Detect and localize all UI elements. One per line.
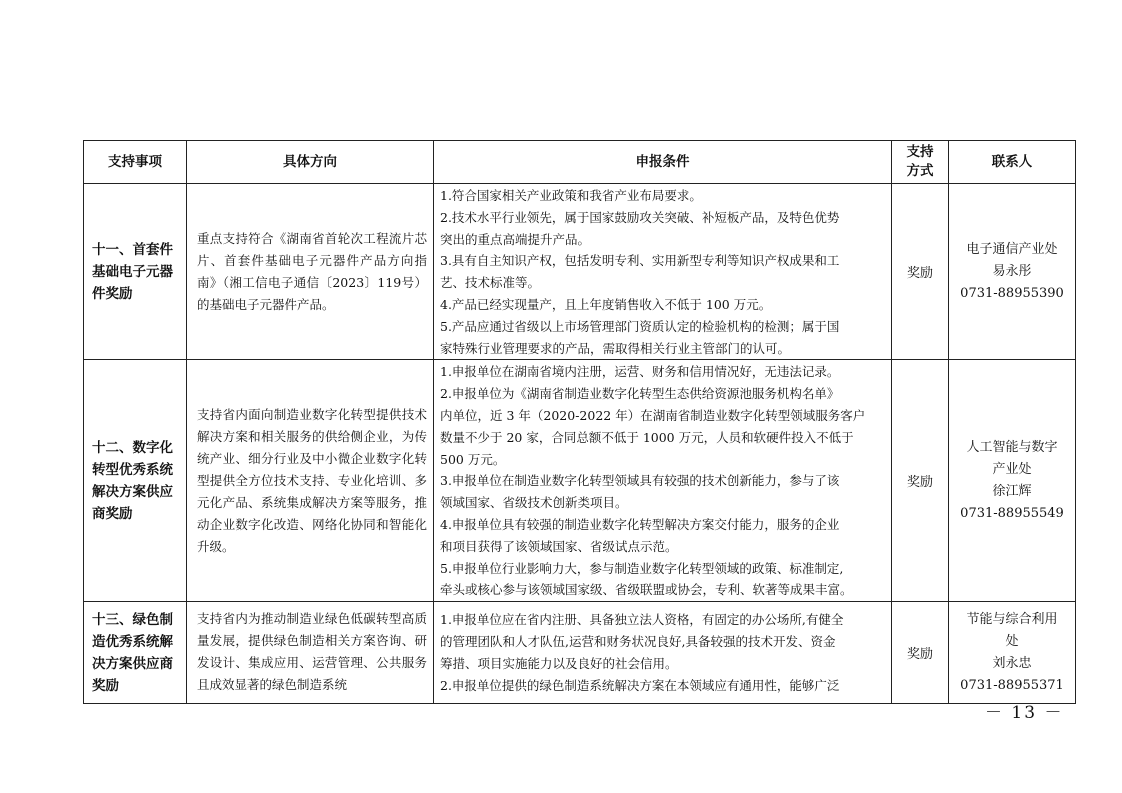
contact-person: 刘永忠 [992,655,1032,671]
condition-line: 500 万元。 [440,451,506,467]
row-item: 十二、数字化转型优秀系统解决方案供应商奖励 [84,360,187,602]
header-mode [892,141,949,184]
contact-dept: 电子通信产业处 [966,241,1058,257]
header-mode-text: 支持 方式 [906,144,934,179]
contact-dept: 节能与综合利用 [966,611,1058,627]
row-item: 十三、绿色制造优秀系统解决方案供应商奖励 [84,602,187,704]
condition-line: 1.申报单位应在省内注册、具备独立法人资格，有固定的办公场所,有健全 [440,612,844,628]
row-direction: 重点支持符合《湖南省首轮次工程流片芯片、首套件基础电子元器件产品方向指南》（湘工信电子通信〔2023〕119号）的基础电子元器件产品。 [187,184,434,360]
row-direction-text: 支持省内为推动制造业绿色低碳转型高质量发展，提供绿色制造相关方案咨询、研发设计、集成应用、运营管理、公共服务且成效显著的绿色制造系统 [197,611,427,693]
condition-line: 3.申报单位在制造业数字化转型领域具有较强的技术创新能力，参与了该 [440,473,840,489]
condition-line: 5.产品应通过省级以上市场管理部门资质认定的检验机构的检测；属于国 [440,318,840,334]
condition-line: 4.申报单位具有较强的制造业数字化转型解决方案交付能力，服务的企业 [440,516,840,532]
condition-line: 4.产品已经实现量产，且上年度销售收入不低于 100 万元。 [440,296,772,312]
contact-dept: 处 [1005,633,1019,649]
row-mode: 奖励 [892,184,949,360]
row-direction [187,602,434,704]
row-contact [949,602,1076,704]
row-mode: 奖励 [892,602,949,704]
contact-phone: 0731-88955371 [960,677,1064,693]
condition-line: 2.技术水平行业领先，属于国家鼓励攻关突破、补短板产品，及特色优势 [440,209,840,225]
page-number: － 13 － [985,703,1064,723]
header-item: 支持事项 [84,141,187,184]
row-mode: 奖励 [892,360,949,602]
table-row [84,360,1076,602]
contact-dept: 人工智能与数字 [966,439,1058,455]
header-direction: 具体方向 [187,141,434,184]
condition-line: 牵头或核心参与该领域国家级、省级联盟或协会，专利、软著等成果丰富。 [440,582,853,598]
condition-line: 2.申报单位提供的绿色制造系统解决方案在本领域应有通用性，能够广泛 [440,677,840,693]
table-header-row [84,141,1076,184]
condition-line: 3.具有自主知识产权，包括发明专利、实用新型专利等知识产权成果和工 [440,253,840,269]
condition-line: 1.符合国家相关产业政策和我省产业布局要求。 [440,188,702,203]
contact-phone: 0731-88955549 [960,505,1064,521]
condition-line: 领域国家、省级技术创新类项目。 [440,495,628,511]
contact-phone: 0731-88955390 [960,285,1064,301]
table-row [84,184,1076,360]
condition-line: 5.申报单位行业影响力大，参与制造业数字化转型领域的政策、标准制定, [440,560,844,576]
contact-person: 徐江辉 [992,483,1032,499]
condition-line: 家特殊行业管理要求的产品，需取得相关行业主管部门的认可。 [440,340,791,356]
row-conditions [434,602,892,704]
row-contact [949,360,1076,602]
contact-person: 易永彤 [992,263,1032,279]
condition-line: 2.申报单位为《湖南省制造业数字化转型生态供给资源池服务机构名单》 [440,386,840,402]
condition-line: 数量不少于 20 家，合同总额不低于 1000 万元，人员和软硬件投入不低于 [440,429,854,445]
condition-line: 和项目获得了该领域国家、省级试点示范。 [440,538,678,554]
row-item: 十一、首套件基础电子元器件奖励 [84,184,187,360]
policy-table [83,140,1076,704]
row-contact [949,184,1076,360]
table-row [84,602,1076,704]
header-contact: 联系人 [949,141,1076,184]
contact-dept: 产业处 [992,461,1032,477]
row-conditions [434,184,892,360]
condition-line: 突出的重点高端提升产品。 [440,231,591,247]
row-direction: 支持省内面向制造业数字化转型提供技术解决方案和相关服务的供给侧企业，为传统产业、细分行业及中小微企业数字化转型提供全方位技术支持、专业化培训、多元化产品、系统集成解决方案等服务，推动企业数字化改造、网络化协同和智能化升级。 [187,360,434,602]
condition-line: 艺、技术标准等。 [440,275,541,291]
condition-line: 筹措、项目实施能力以及良好的社会信用。 [440,655,678,671]
condition-line: 的管理团队和人才队伍,运营和财务状况良好,具备较强的技术开发、资金 [440,633,836,649]
header-conditions: 申报条件 [434,141,892,184]
condition-line: 1.申报单位在湖南省境内注册，运营、财务和信用情况好，无违法记录。 [440,364,840,380]
row-conditions [434,360,892,602]
condition-line: 内单位，近 3 年（2020-2022 年）在湖南省制造业数字化转型领域服务客户 [440,407,866,423]
